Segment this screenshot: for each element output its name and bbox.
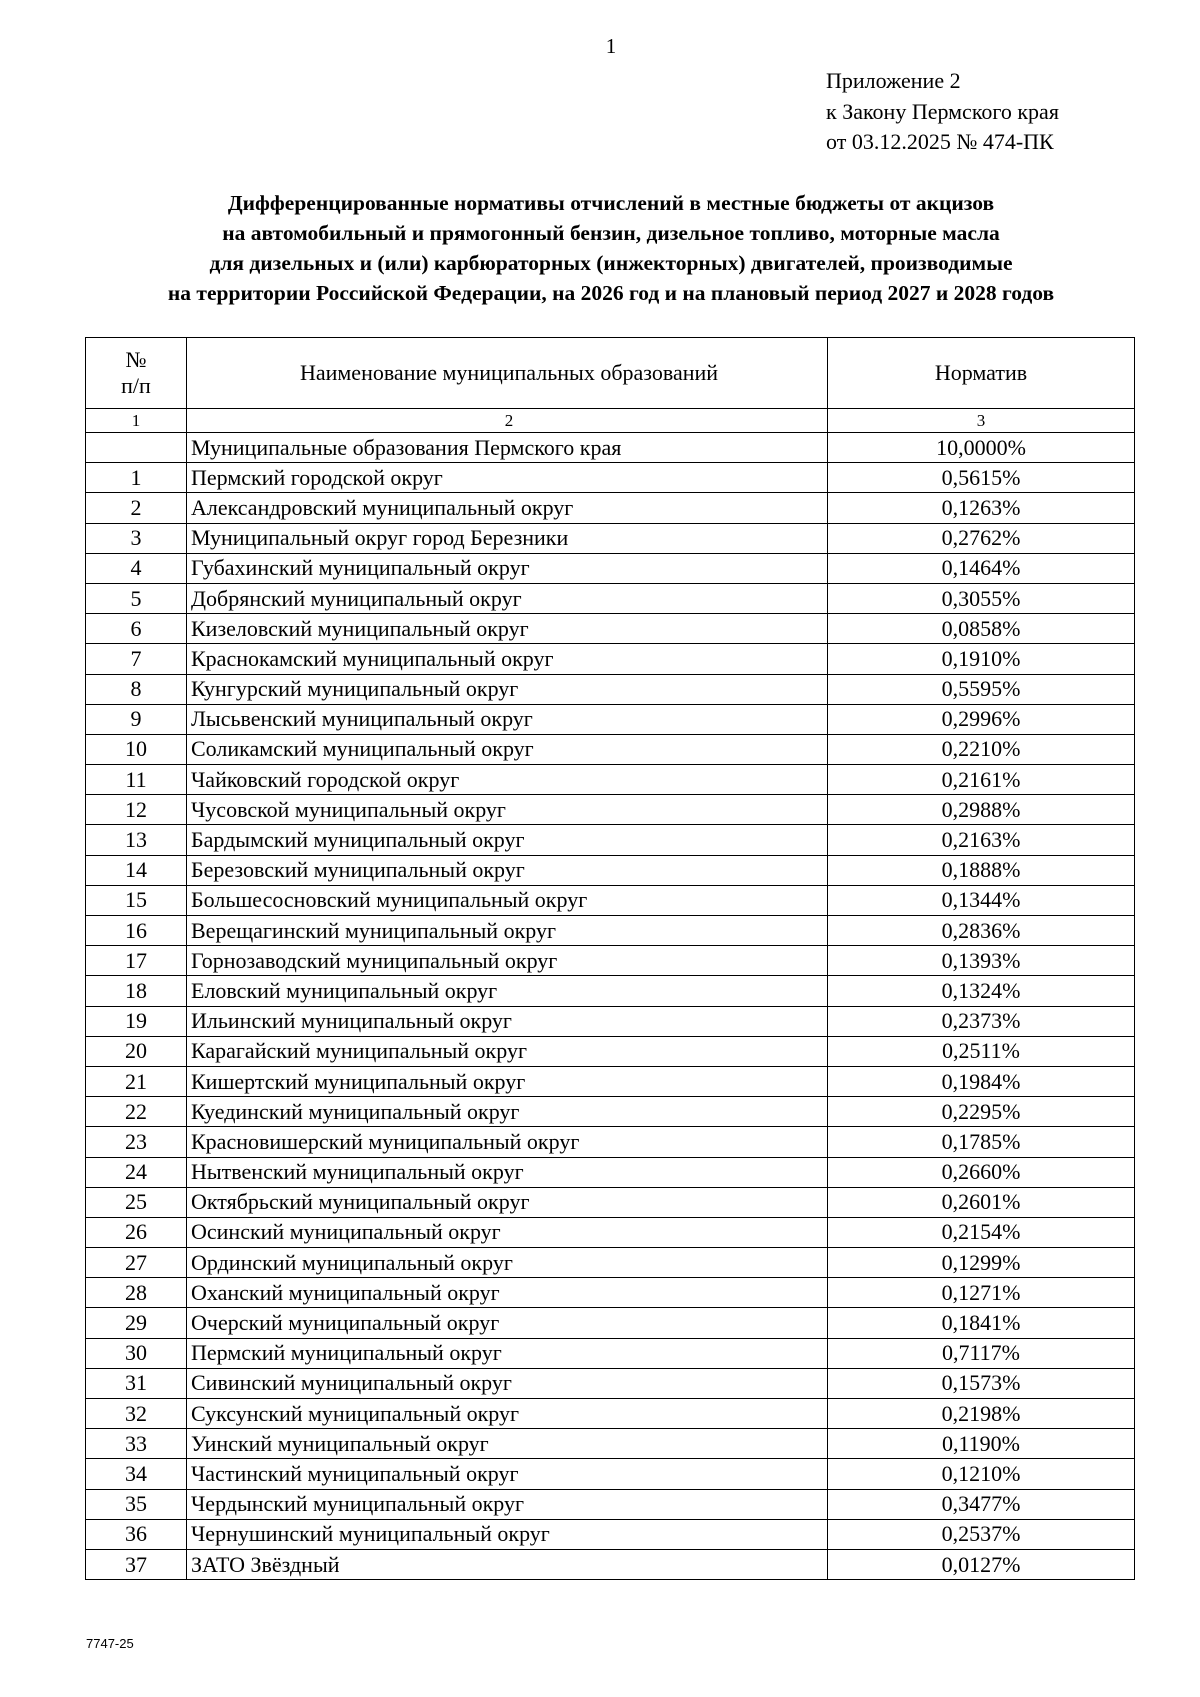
row-number: 14: [86, 855, 187, 885]
row-number: 1: [86, 463, 187, 493]
row-norm: 0,1785%: [828, 1127, 1135, 1157]
row-norm: 0,2161%: [828, 765, 1135, 795]
row-name: Кизеловский муниципальный округ: [187, 614, 828, 644]
document-code: 7747-25: [86, 1636, 134, 1651]
table-row: [86, 433, 1135, 463]
row-norm: 0,2295%: [828, 1097, 1135, 1127]
row-norm: 0,7117%: [828, 1338, 1135, 1368]
row-name: Чусовской муниципальный округ: [187, 795, 828, 825]
row-number: 23: [86, 1127, 187, 1157]
row-name: Ильинский муниципальный округ: [187, 1006, 828, 1036]
row-number: 37: [86, 1549, 187, 1579]
row-norm: 0,2198%: [828, 1399, 1135, 1429]
row-name: Кишертский муниципальный округ: [187, 1066, 828, 1096]
row-number: 8: [86, 674, 187, 704]
row-norm: 0,5595%: [828, 674, 1135, 704]
row-number: 18: [86, 976, 187, 1006]
row-name: Березовский муниципальный округ: [187, 855, 828, 885]
column-number: 3: [828, 409, 1135, 433]
row-norm: 0,1573%: [828, 1368, 1135, 1398]
table-row: [86, 765, 1135, 795]
row-norm: 0,2163%: [828, 825, 1135, 855]
row-number: 26: [86, 1217, 187, 1247]
row-number: 3: [86, 523, 187, 553]
row-name: Пермский городской округ: [187, 463, 828, 493]
table-row: [86, 1429, 1135, 1459]
row-number: 29: [86, 1308, 187, 1338]
row-number: 5: [86, 583, 187, 613]
row-number: 32: [86, 1399, 187, 1429]
row-number: 25: [86, 1187, 187, 1217]
header-number: [86, 338, 187, 409]
table-row: [86, 523, 1135, 553]
row-norm: 0,1984%: [828, 1066, 1135, 1096]
row-number: 2: [86, 493, 187, 523]
table-row: [86, 1459, 1135, 1489]
row-name: Уинский муниципальный округ: [187, 1429, 828, 1459]
table-header-row: [86, 338, 1135, 409]
row-name: ЗАТО Звёздный: [187, 1549, 828, 1579]
title-line: на автомобильный и прямогонный бензин, дизельное топливо, моторные масла: [222, 221, 1000, 245]
row-name: Александровский муниципальный округ: [187, 493, 828, 523]
row-name: Еловский муниципальный округ: [187, 976, 828, 1006]
table-row: [86, 1097, 1135, 1127]
page-number: 1: [605, 34, 617, 58]
row-number: 28: [86, 1278, 187, 1308]
row-number: 16: [86, 916, 187, 946]
row-number: 10: [86, 734, 187, 764]
row-name: Ординский муниципальный округ: [187, 1248, 828, 1278]
column-number-row: [86, 409, 1135, 433]
row-number: 12: [86, 795, 187, 825]
row-number: 17: [86, 946, 187, 976]
row-name: Пермский муниципальный округ: [187, 1338, 828, 1368]
row-norm: 0,1299%: [828, 1248, 1135, 1278]
row-name: Лысьвенский муниципальный округ: [187, 704, 828, 734]
row-number: 24: [86, 1157, 187, 1187]
table-row: [86, 1278, 1135, 1308]
row-number: 27: [86, 1248, 187, 1278]
row-name: Чайковский городской округ: [187, 765, 828, 795]
row-norm: 0,5615%: [828, 463, 1135, 493]
row-norm: 0,2836%: [828, 916, 1135, 946]
row-name: Бардымский муниципальный округ: [187, 825, 828, 855]
row-norm: 0,2511%: [828, 1036, 1135, 1066]
row-number: 36: [86, 1519, 187, 1549]
row-name: Верещагинский муниципальный округ: [187, 916, 828, 946]
row-norm: 0,1324%: [828, 976, 1135, 1006]
table-row: [86, 583, 1135, 613]
header-name: Наименование муниципальных образований: [187, 338, 828, 409]
row-norm: 0,1190%: [828, 1429, 1135, 1459]
row-norm: 0,1210%: [828, 1459, 1135, 1489]
row-name: Очерский муниципальный округ: [187, 1308, 828, 1338]
row-name: Осинский муниципальный округ: [187, 1217, 828, 1247]
row-norm: 0,2210%: [828, 734, 1135, 764]
table-row: [86, 855, 1135, 885]
table-row: [86, 644, 1135, 674]
row-number: 30: [86, 1338, 187, 1368]
row-norm: 10,0000%: [828, 433, 1135, 463]
row-name: Муниципальный округ город Березники: [187, 523, 828, 553]
row-name: Добрянский муниципальный округ: [187, 583, 828, 613]
column-number: 2: [187, 409, 828, 433]
norms-table: [85, 337, 1135, 1580]
table-row: [86, 1489, 1135, 1519]
row-norm: 0,1841%: [828, 1308, 1135, 1338]
table-row: [86, 1368, 1135, 1398]
table-row: [86, 1036, 1135, 1066]
table-row: [86, 1248, 1135, 1278]
row-name: Муниципальные образования Пермского края: [187, 433, 828, 463]
table-row: [86, 1399, 1135, 1429]
row-name: Карагайский муниципальный округ: [187, 1036, 828, 1066]
table-row: [86, 1549, 1135, 1579]
row-norm: 0,3477%: [828, 1489, 1135, 1519]
table-row: [86, 493, 1135, 523]
row-name: Краснокамский муниципальный округ: [187, 644, 828, 674]
row-number: 34: [86, 1459, 187, 1489]
table-row: [86, 1338, 1135, 1368]
row-norm: 0,2154%: [828, 1217, 1135, 1247]
row-name: Чердынский муниципальный округ: [187, 1489, 828, 1519]
row-name: Горнозаводский муниципальный округ: [187, 946, 828, 976]
table-row: [86, 674, 1135, 704]
row-number: 4: [86, 553, 187, 583]
row-norm: 0,2373%: [828, 1006, 1135, 1036]
table-row: [86, 946, 1135, 976]
row-norm: 0,1888%: [828, 855, 1135, 885]
header-norm: Норматив: [828, 338, 1135, 409]
row-norm: 0,0127%: [828, 1549, 1135, 1579]
row-number: 11: [86, 765, 187, 795]
table-row: [86, 976, 1135, 1006]
row-norm: 0,2537%: [828, 1519, 1135, 1549]
row-number: 31: [86, 1368, 187, 1398]
row-norm: 0,2996%: [828, 704, 1135, 734]
table-row: [86, 885, 1135, 915]
table-row: [86, 1006, 1135, 1036]
row-name: Оханский муниципальный округ: [187, 1278, 828, 1308]
row-name: Куединский муниципальный округ: [187, 1097, 828, 1127]
row-norm: 0,1263%: [828, 493, 1135, 523]
title-line: на территории Российской Федерации, на 2026 год и на плановый период 2027 и 2028 годов: [167, 281, 1055, 305]
row-norm: 0,2988%: [828, 795, 1135, 825]
row-number: 22: [86, 1097, 187, 1127]
row-name: Губахинский муниципальный округ: [187, 553, 828, 583]
row-name: Сивинский муниципальный округ: [187, 1368, 828, 1398]
header-number-abbrev: п/п: [121, 373, 151, 398]
appendix-reference: [826, 66, 1059, 158]
table-row: [86, 704, 1135, 734]
table-row: [86, 1066, 1135, 1096]
row-name: Нытвенский муниципальный округ: [187, 1157, 828, 1187]
row-number: 35: [86, 1489, 187, 1519]
table-row: [86, 614, 1135, 644]
row-norm: 0,1344%: [828, 885, 1135, 915]
row-number: 33: [86, 1429, 187, 1459]
table-row: [86, 825, 1135, 855]
table-row: [86, 1187, 1135, 1217]
column-number: 1: [86, 409, 187, 433]
row-number: 21: [86, 1066, 187, 1096]
row-number: 19: [86, 1006, 187, 1036]
row-number: [86, 433, 187, 463]
row-name: Большесосновский муниципальный округ: [187, 885, 828, 915]
table-row: [86, 1308, 1135, 1338]
appendix-line: к Закону Пермского края: [826, 98, 1059, 124]
document-title: [0, 188, 1200, 308]
table-row: [86, 1157, 1135, 1187]
row-norm: 0,2601%: [828, 1187, 1135, 1217]
table-row: [86, 795, 1135, 825]
row-name: Частинский муниципальный округ: [187, 1459, 828, 1489]
table-row: [86, 734, 1135, 764]
row-name: Кунгурский муниципальный округ: [187, 674, 828, 704]
row-name: Соликамский муниципальный округ: [187, 734, 828, 764]
appendix-line: Приложение 2: [826, 68, 961, 93]
table-row: [86, 553, 1135, 583]
row-number: 6: [86, 614, 187, 644]
row-number: 9: [86, 704, 187, 734]
row-name: Октябрьский муниципальный округ: [187, 1187, 828, 1217]
table-body: [86, 409, 1135, 1580]
row-number: 7: [86, 644, 187, 674]
row-norm: 0,1393%: [828, 946, 1135, 976]
title-line: Дифференцированные нормативы отчислений в местные бюджеты от акцизов: [227, 191, 995, 215]
row-number: 15: [86, 885, 187, 915]
appendix-line: от 03.12.2025 № 474-ПК: [826, 129, 1054, 154]
row-norm: 0,1271%: [828, 1278, 1135, 1308]
title-line: для дизельных и (или) карбюраторных (инжекторных) двигателей, производимые: [209, 251, 1013, 275]
table-row: [86, 1217, 1135, 1247]
table-row: [86, 916, 1135, 946]
table-row: [86, 1127, 1135, 1157]
row-norm: 0,0858%: [828, 614, 1135, 644]
row-norm: 0,1464%: [828, 553, 1135, 583]
table-row: [86, 463, 1135, 493]
row-name: Суксунский муниципальный округ: [187, 1399, 828, 1429]
row-name: Красновишерский муниципальный округ: [187, 1127, 828, 1157]
row-number: 20: [86, 1036, 187, 1066]
row-number: 13: [86, 825, 187, 855]
header-number-symbol: №: [125, 347, 147, 372]
row-norm: 0,3055%: [828, 583, 1135, 613]
row-norm: 0,2660%: [828, 1157, 1135, 1187]
table-row: [86, 1519, 1135, 1549]
row-name: Чернушинский муниципальный округ: [187, 1519, 828, 1549]
row-norm: 0,1910%: [828, 644, 1135, 674]
row-norm: 0,2762%: [828, 523, 1135, 553]
